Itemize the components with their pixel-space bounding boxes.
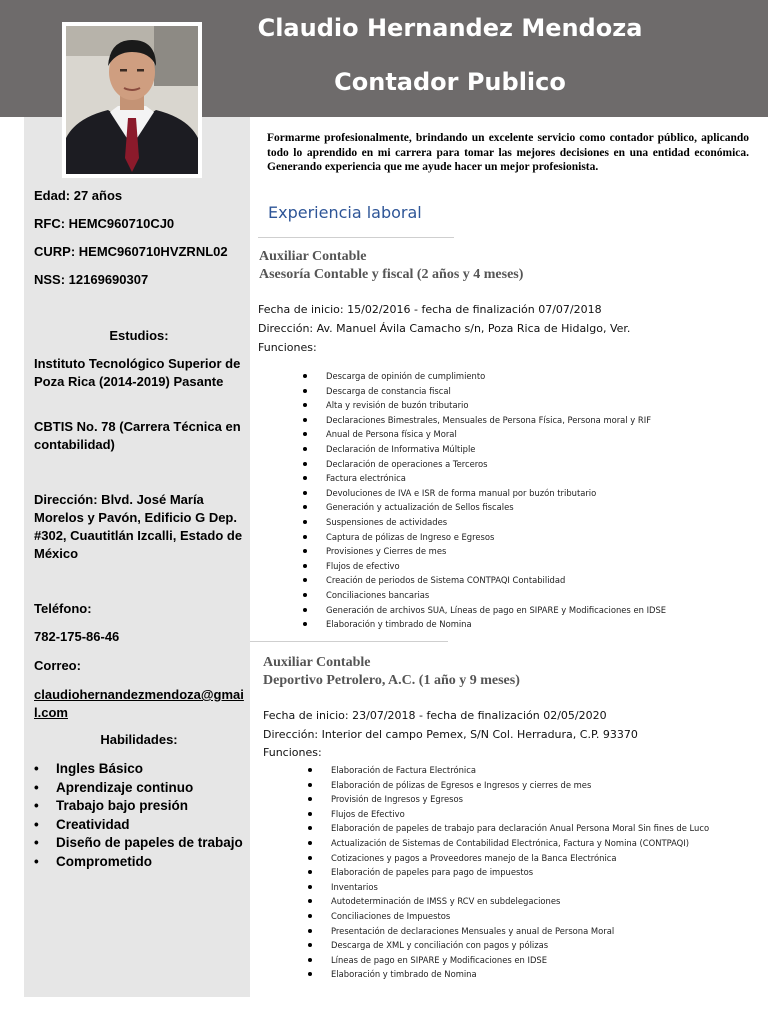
function-item: Elaboración de papeles para pago de impuestos: [331, 865, 736, 880]
function-item: Creación de periodos de Sistema CONTPAQI Contabilidad: [326, 573, 666, 588]
skill-item: • Comprometido: [34, 853, 244, 872]
function-item: Provisiones y Cierres de mes: [326, 544, 666, 559]
function-item: Flujos de Efectivo: [331, 807, 736, 822]
function-item: Descarga de XML y conciliación con pagos y pólizas: [331, 938, 736, 953]
skill-item: • Ingles Básico: [34, 760, 244, 779]
job-position: Auxiliar Contable: [263, 655, 371, 670]
function-item: Elaboración de pólizas de Egresos e Ingresos y cierres de mes: [331, 778, 736, 793]
skill-item: • Creatividad: [34, 816, 244, 835]
functions-list: [331, 763, 736, 982]
phone: 782-175-86-46: [34, 629, 120, 644]
job-dates: Fecha de inicio: 15/02/2016 - fecha de finalización 07/07/2018: [258, 303, 602, 316]
function-item: Elaboración y timbrado de Nomina: [331, 967, 736, 982]
job-dates: Fecha de inicio: 23/07/2018 - fecha de finalización 02/05/2020: [263, 709, 607, 722]
function-item: Cotizaciones y pagos a Proveedores manejo de la Banca Electrónica: [331, 851, 736, 866]
function-item: Declaración de Informativa Múltiple: [326, 442, 666, 457]
studies-heading: Estudios:: [109, 328, 169, 343]
candidate-name: Claudio Hernandez Mendoza: [257, 14, 643, 42]
functions-list: [326, 369, 666, 632]
profile-photo: [62, 22, 202, 178]
function-item: Autodeterminación de IMSS y RCV en subdelegaciones: [331, 894, 736, 909]
email-label: Correo:: [34, 658, 81, 673]
nss: NSS: 12169690307: [34, 272, 149, 287]
skill-item: • Aprendizaje continuo: [34, 779, 244, 798]
study-item: Instituto Tecnológico Superior de Poza Rica (2014-2019) Pasante: [34, 356, 241, 389]
experience-heading: Experiencia laboral: [268, 203, 422, 222]
function-item: Devoluciones de IVA e ISR de forma manual por buzón tributario: [326, 486, 666, 501]
function-item: Suspensiones de actividades: [326, 515, 666, 530]
profile-photo-image: [66, 26, 198, 174]
function-item: Actualización de Sistemas de Contabilidad Electrónica, Factura y Nomina (CONTPAQI): [331, 836, 736, 851]
skills-heading: Habilidades:: [100, 732, 178, 747]
email-link[interactable]: claudiohernandezmendoza@gmail.com: [34, 687, 244, 720]
phone-label: Teléfono:: [34, 601, 92, 616]
address: Dirección: Blvd. José María Morelos y Pavón, Edificio G Dep. #302, Cuautitlán Izcalli, Estado de México: [34, 492, 243, 561]
age: Edad: 27 años: [34, 188, 123, 203]
curp: CURP: HEMC960710HVZRNL02: [34, 244, 228, 259]
function-item: Elaboración y timbrado de Nomina: [326, 617, 666, 632]
function-item: Anual de Persona física y Moral: [326, 427, 666, 442]
function-item: Alta y revisión de buzón tributario: [326, 398, 666, 413]
job-address: Dirección: Interior del campo Pemex, S/N Col. Herradura, C.P. 93370: [263, 728, 638, 741]
career-objective: Formarme profesionalmente, brindando un excelente servicio como contador público, aplicando todo lo aprendido en mi carrera para tomar las mejores decisiones en una entidad económica. Generando experiencia que me ayude hacer un mejor profesionista.: [267, 132, 749, 173]
study-item: CBTIS No. 78 (Carrera Técnica en contabilidad): [34, 419, 241, 452]
skills-list: [34, 760, 244, 871]
function-item: Captura de pólizas de Ingreso e Egresos: [326, 530, 666, 545]
function-item: Declaración de operaciones a Terceros: [326, 457, 666, 472]
function-item: Conciliaciones bancarias: [326, 588, 666, 603]
function-item: Declaraciones Bimestrales, Mensuales de Persona Física, Persona moral y RIF: [326, 413, 666, 428]
job-company: Deportivo Petrolero, A.C. (1 año y 9 meses): [263, 673, 520, 688]
candidate-title: Contador Publico: [334, 68, 566, 96]
function-item: Provisión de Ingresos y Egresos: [331, 792, 736, 807]
functions-label: Funciones:: [263, 746, 322, 759]
function-item: Generación de archivos SUA, Líneas de pago en SIPARE y Modificaciones en IDSE: [326, 603, 666, 618]
skill-item: • Diseño de papeles de trabajo: [34, 834, 244, 853]
function-item: Flujos de efectivo: [326, 559, 666, 574]
function-item: Conciliaciones de Impuestos: [331, 909, 736, 924]
function-item: Presentación de declaraciones Mensuales y anual de Persona Moral: [331, 924, 736, 939]
function-item: Elaboración de papeles de trabajo para declaración Anual Persona Moral Sin fines de Luco: [331, 821, 736, 836]
job-position: Auxiliar Contable: [259, 249, 367, 264]
function-item: Generación y actualización de Sellos fiscales: [326, 500, 666, 515]
functions-label: Funciones:: [258, 341, 317, 354]
skill-item: • Trabajo bajo presión: [34, 797, 244, 816]
rfc: RFC: HEMC960710CJ0: [34, 216, 175, 231]
job-company: Asesoría Contable y fiscal (2 años y 4 meses): [259, 267, 524, 282]
divider: [250, 641, 448, 642]
function-item: Líneas de pago en SIPARE y Modificaciones en IDSE: [331, 953, 736, 968]
function-item: Descarga de constancia fiscal: [326, 384, 666, 399]
function-item: Descarga de opinión de cumplimiento: [326, 369, 666, 384]
divider: [258, 237, 454, 238]
job-address: Dirección: Av. Manuel Ávila Camacho s/n, Poza Rica de Hidalgo, Ver.: [258, 322, 631, 335]
function-item: Inventarios: [331, 880, 736, 895]
function-item: Elaboración de Factura Electrónica: [331, 763, 736, 778]
function-item: Factura electrónica: [326, 471, 666, 486]
